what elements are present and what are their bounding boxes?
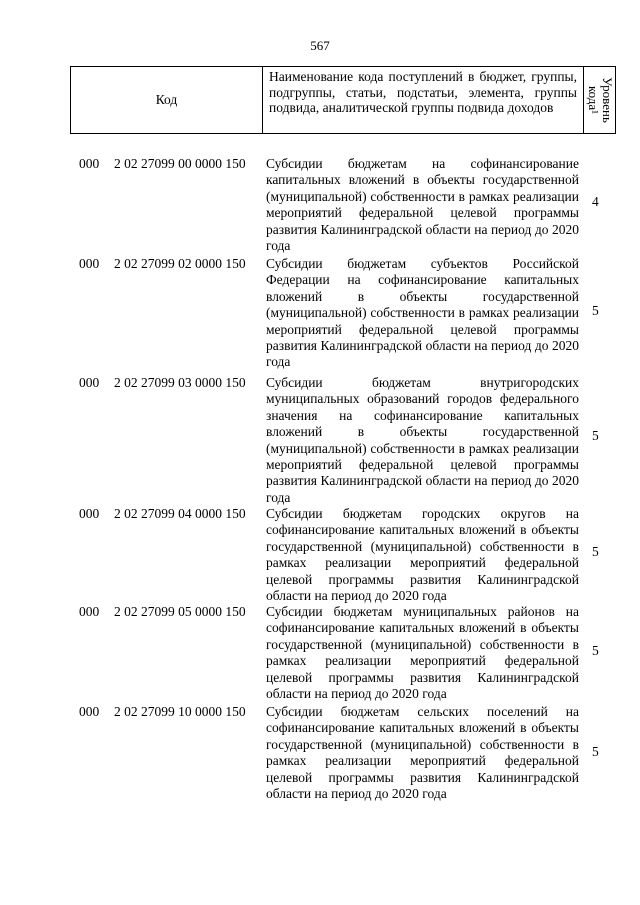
row-level: 5: [592, 544, 599, 559]
row-level: 4: [592, 194, 599, 209]
row-level: 5: [592, 428, 599, 443]
header-code-label: Код: [71, 67, 263, 133]
header-level-label: Уровень кода¹: [585, 77, 615, 123]
row-level: 5: [592, 303, 599, 318]
row-admin-code: 000: [79, 156, 100, 171]
row-description: Субсидии бюджетам муниципальных районов на софинансирование капитальных вложений в объекты государственной (муниципальной) собственности в рамках реализации мероприятий федеральной целевой программы развития Калининградской области на период до 2020 года: [266, 604, 579, 702]
row-admin-code: 000: [79, 375, 100, 390]
row-admin-code: 000: [79, 604, 100, 619]
row-income-code: 2 02 27099 05 0000 150: [114, 604, 246, 619]
row-admin-code: 000: [79, 256, 100, 271]
row-level: 5: [592, 643, 599, 658]
table-header: [70, 66, 616, 134]
row-level: 5: [592, 744, 599, 759]
header-name-label: Наименование кода поступлений в бюджет, группы, подгруппы, статьи, подстатьи, элемента, группы подвида, аналитической группы подвида доходов: [263, 67, 584, 133]
row-admin-code: 000: [79, 506, 100, 521]
row-income-code: 2 02 27099 02 0000 150: [114, 256, 246, 271]
row-description: Субсидии бюджетам внутригородских муниципальных образований городов федерального значения на софинансирование капитальных вложений в объекты государственной (муниципальной) собственности в рамках реализации мероприятий федеральной целевой программы развития Калининградской области на период до 2020 года: [266, 375, 579, 505]
row-admin-code: 000: [79, 704, 100, 719]
row-income-code: 2 02 27099 03 0000 150: [114, 375, 246, 390]
header-level-cell: [584, 67, 615, 133]
row-description: Субсидии бюджетам на софинансирование капитальных вложений в объекты государственной (муниципальной) собственности в рамках реализации мероприятий федеральной целевой программы развития Калининградской области на период до 2020 года: [266, 156, 579, 254]
row-income-code: 2 02 27099 10 0000 150: [114, 704, 246, 719]
row-description: Субсидии бюджетам сельских поселений на софинансирование капитальных вложений в объекты государственной (муниципальной) собственности в рамках реализации мероприятий федеральной целевой программы развития Калининградской области на период до 2020 года: [266, 704, 579, 802]
row-description: Субсидии бюджетам городских округов на софинансирование капитальных вложений в объекты государственной (муниципальной) собственности в рамках реализации мероприятий федеральной целевой программы развития Калининградской области на период до 2020 года: [266, 506, 579, 604]
page-number: 567: [310, 38, 330, 53]
row-income-code: 2 02 27099 00 0000 150: [114, 156, 246, 171]
row-description: Субсидии бюджетам субъектов Российской Федерации на софинансирование капитальных вложений в объекты государственной (муниципальной) собственности в рамках реализации мероприятий федеральной целевой программы развития Калининградской области на период до 2020 года: [266, 256, 579, 370]
row-income-code: 2 02 27099 04 0000 150: [114, 506, 246, 521]
